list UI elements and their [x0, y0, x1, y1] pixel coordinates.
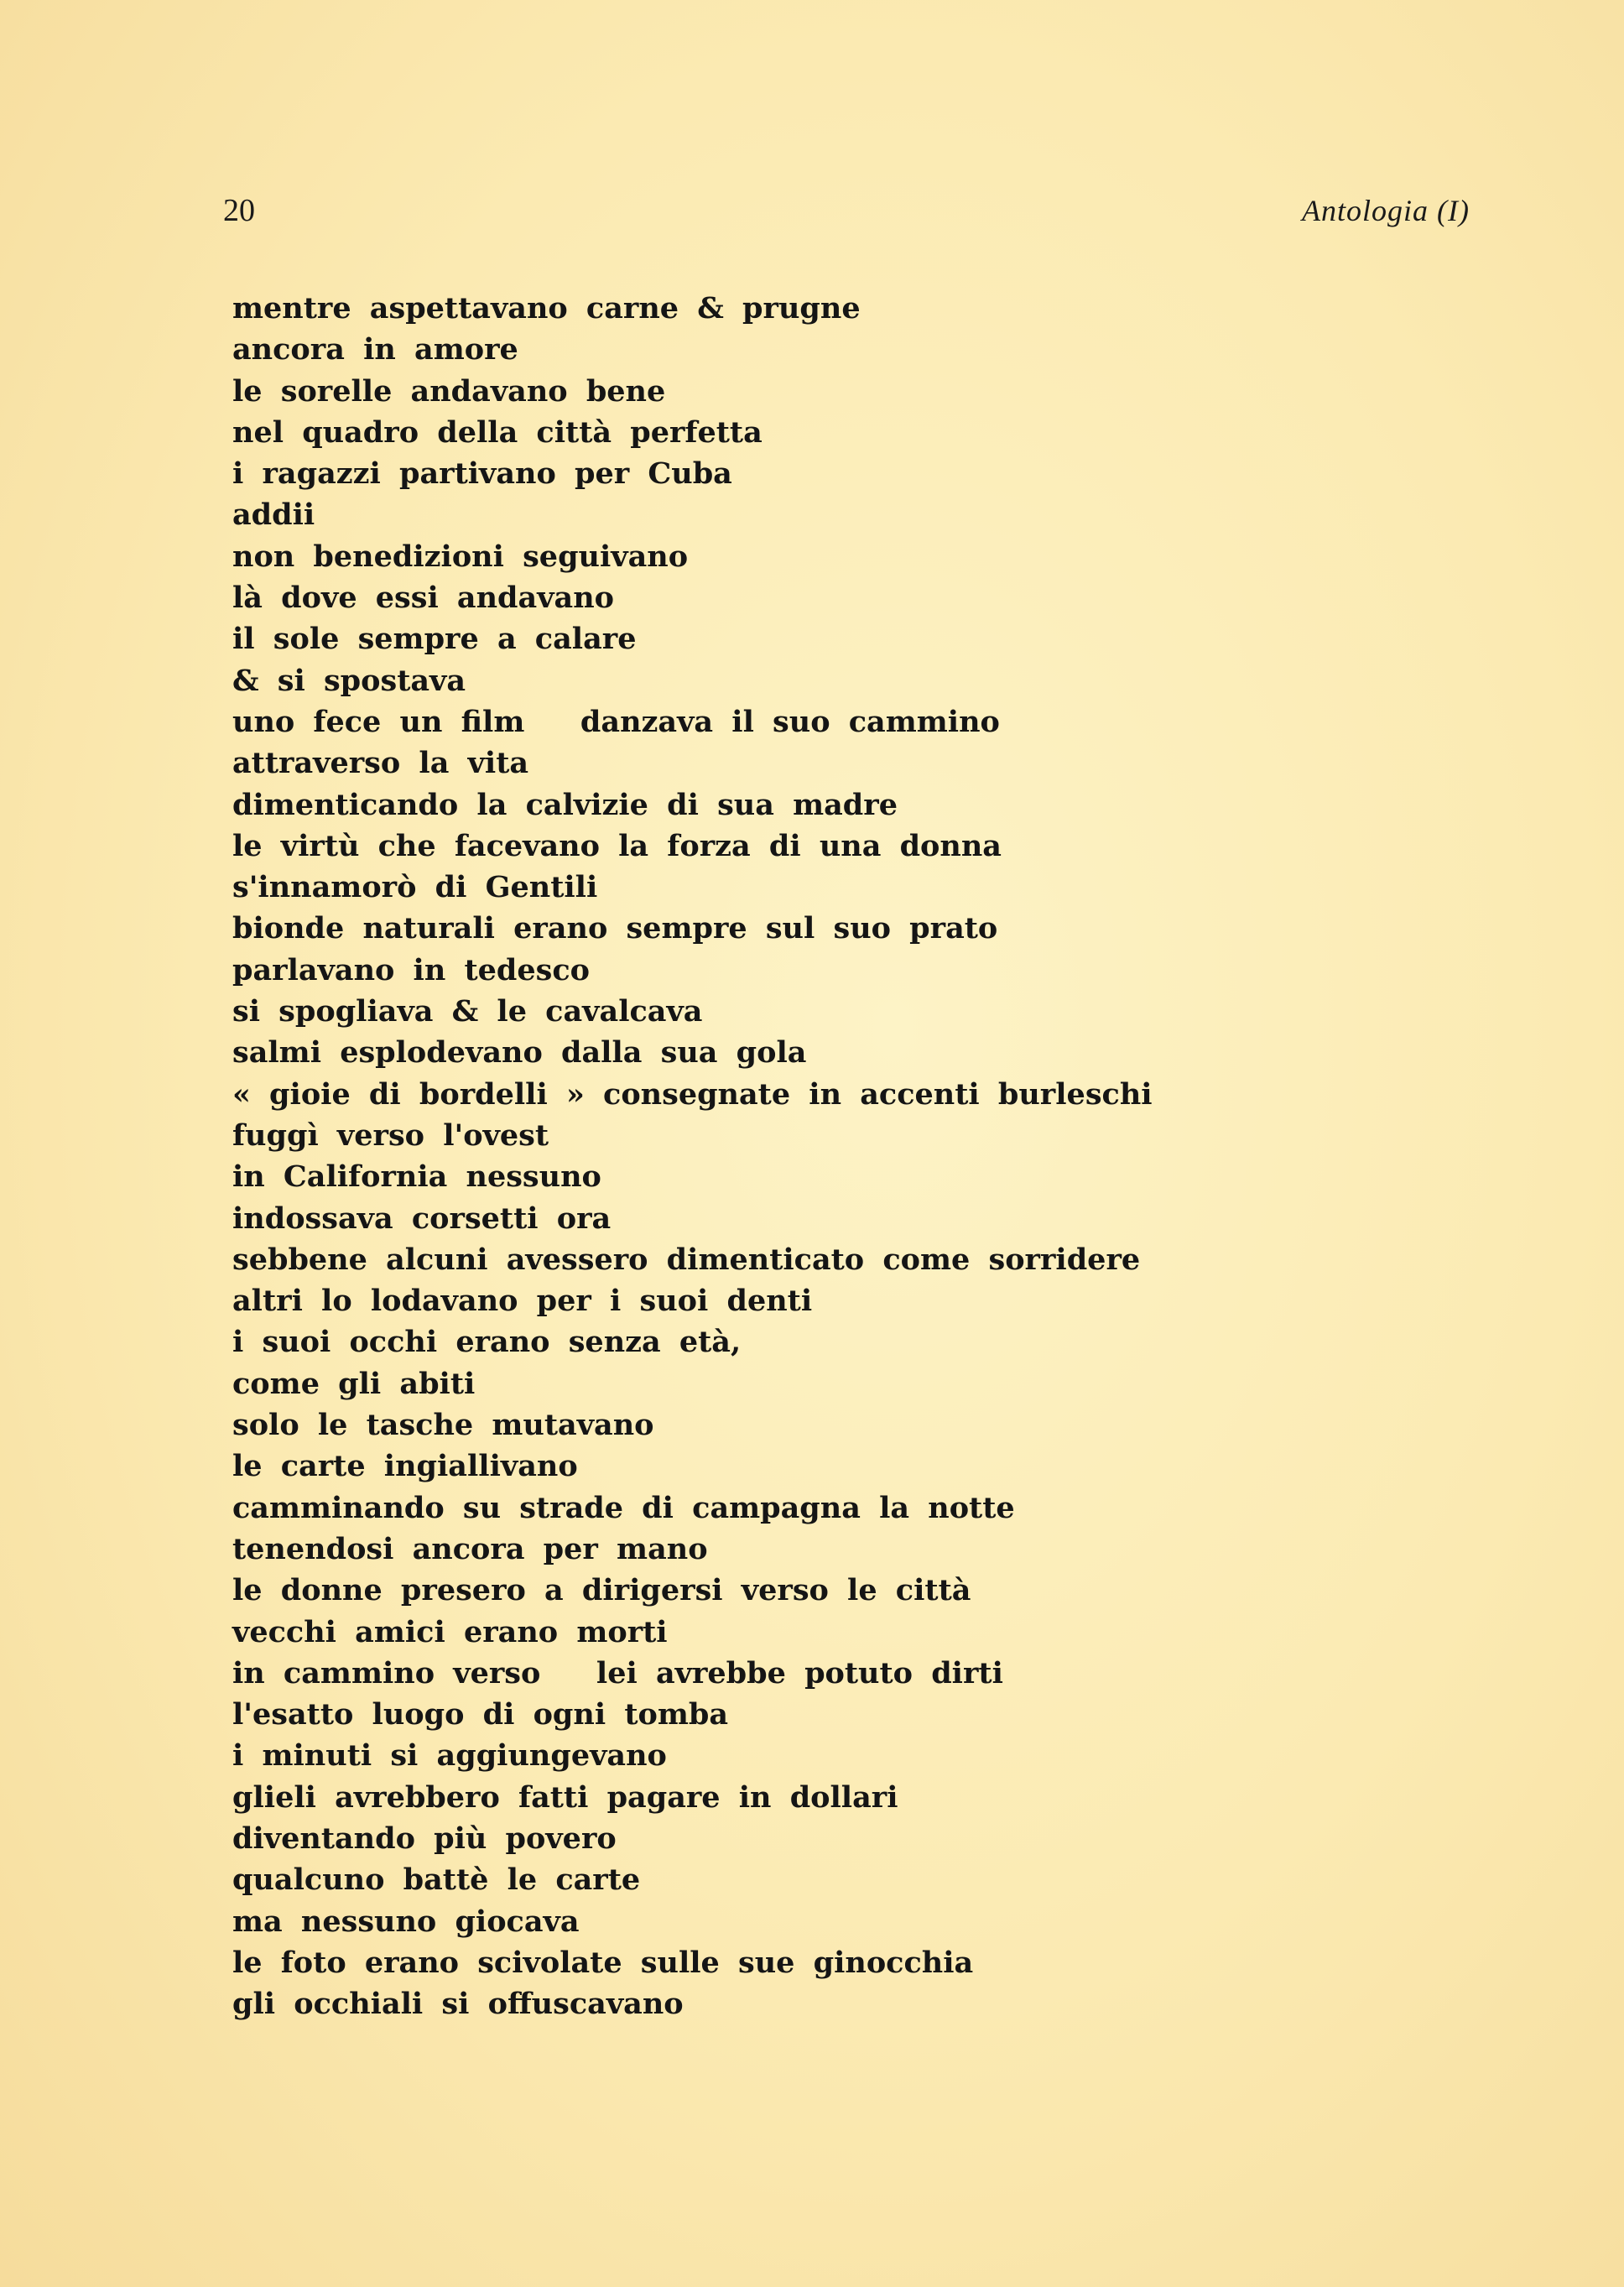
poem-line: bionde naturali erano sempre sul suo prato [232, 911, 998, 946]
poem-line: ancora in amore [232, 332, 518, 367]
poem-line: nel quadro della città perfetta [232, 414, 763, 450]
poem-line: diventando più povero [232, 1821, 617, 1856]
poem-line: solo le tasche mutavano [232, 1408, 654, 1443]
poem-line: glieli avrebbero fatti pagare in dollari [232, 1779, 898, 1815]
poem-line: vecchi amici erano morti [232, 1614, 668, 1649]
poem-line: come gli abiti [232, 1366, 476, 1401]
poem-line: salmi esplodevano dalla sua gola [232, 1035, 807, 1071]
poem-line: non benedizioni seguivano [232, 539, 689, 574]
poem-line: l'esatto luogo di ogni tomba [232, 1697, 729, 1732]
poem-line: le donne presero a dirigersi verso le città [232, 1573, 971, 1608]
poem-line: le sorelle andavano bene [232, 373, 666, 409]
running-title: Antologia (I) [1302, 194, 1470, 227]
poem-line: i ragazzi partivano per Cuba [232, 456, 732, 492]
poem-line: le foto erano scivolate sulle sue ginocchia [232, 1945, 974, 1980]
poem-line: indossava corsetti ora [232, 1201, 612, 1236]
poem-line: attraverso la vita [232, 746, 529, 781]
poem-line: le carte ingiallivano [232, 1449, 578, 1484]
poem-line: mentre aspettavano carne & prugne [232, 291, 861, 326]
poem-line: tenendosi ancora per mano [232, 1531, 708, 1566]
poem-line: dimenticando la calvizie di sua madre [232, 787, 898, 822]
poem-line: si spogliava & le cavalcava [232, 994, 703, 1029]
poem-line: camminando su strade di campagna la notte [232, 1490, 1015, 1525]
poem-line: i suoi occhi erano senza età, [232, 1325, 742, 1360]
poem-line: addii [232, 498, 315, 533]
poem-line: gli occhiali si offuscavano [232, 1987, 684, 2022]
poem-line: fuggì verso l'ovest [232, 1117, 549, 1153]
poem-line: i minuti si aggiungevano [232, 1738, 667, 1774]
page-number: 20 [223, 193, 255, 228]
poem-line: s'innamorò di Gentili [232, 870, 598, 905]
poem-line: il sole sempre a calare [232, 622, 637, 657]
poem-line: le virtù che facevano la forza di una donna [232, 828, 1002, 863]
poem-line: uno fece un film danzava il suo cammino [232, 704, 1000, 739]
poem-line: là dove essi andavano [232, 581, 615, 616]
poem-line: qualcuno battè le carte [232, 1862, 641, 1898]
poem-line: in cammino verso lei avrebbe potuto dirti [232, 1655, 1003, 1691]
poem-line: « gioie di bordelli » consegnate in accenti burleschi [232, 1076, 1153, 1112]
poem-text [232, 288, 1153, 2024]
poem-line: parlavano in tedesco [232, 952, 591, 987]
poem-line: & si spostava [232, 663, 466, 698]
poem-line: sebbene alcuni avessero dimenticato come sorridere [232, 1242, 1141, 1277]
poem-line: ma nessuno giocava [232, 1904, 580, 1939]
poem-line: in California nessuno [232, 1159, 601, 1195]
poem-line: altri lo lodavano per i suoi denti [232, 1284, 813, 1319]
